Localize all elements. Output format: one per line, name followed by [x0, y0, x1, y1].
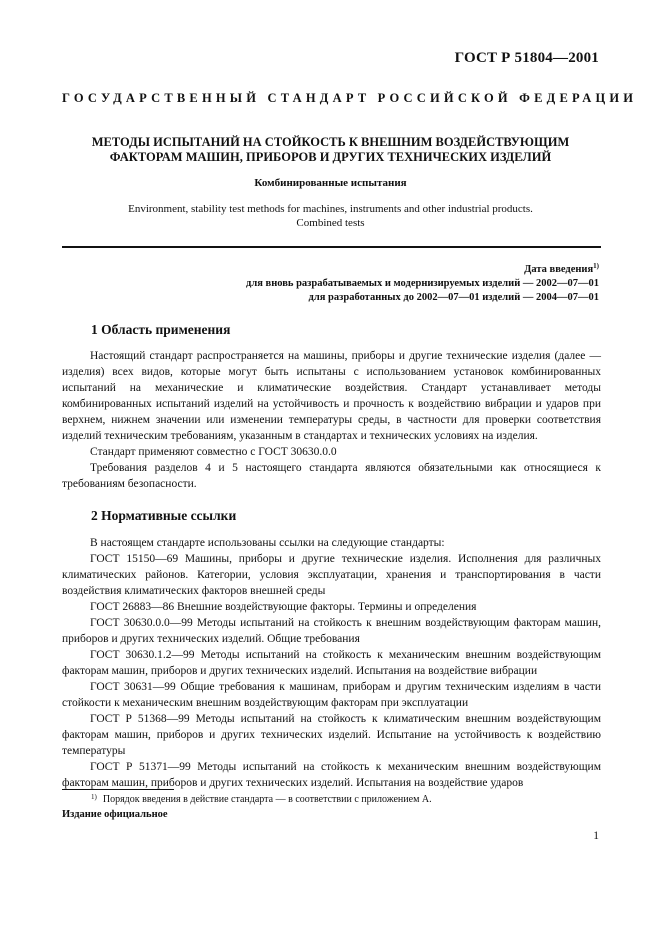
intro-label-text: Дата введения — [524, 264, 594, 275]
reference-item: ГОСТ 30630.1.2—99 Методы испытаний на стойкость к механическим внешним воздействующим факторам машин, приборов и других технических изделий. Испытания на воздействие вибрации — [62, 649, 601, 677]
reference-item: ГОСТ Р 51368—99 Методы испытаний на стойкость к климатическим внешним воздействующим факторам машин, приборов и других технических изделий. Испытание на устойчивость к воздействию температуры — [62, 713, 601, 757]
title-line: ФАКТОРАМ МАШИН, ПРИБОРОВ И ДРУГИХ ТЕХНИЧЕСКИХ ИЗДЕЛИЙ — [109, 150, 552, 164]
english-title-line: Combined tests — [296, 217, 365, 229]
state-standard-banner: ГОСУДАРСТВЕННЫЙ СТАНДАРТ РОССИЙСКОЙ ФЕДЕРАЦИИ — [62, 91, 638, 105]
reference-item: ГОСТ 26883—86 Внешние воздействующие факторы. Термины и определения — [90, 601, 477, 613]
intro-date-line: для разработанных до 2002—07—01 изделий — 2004—07—01 — [308, 292, 599, 303]
page-number: 1 — [593, 830, 599, 842]
document-title — [62, 135, 599, 165]
footnote-text: Порядок введения в действие стандарта — в соответствии с приложением А. — [102, 794, 432, 805]
footnote-mark: 1) — [593, 262, 599, 270]
title-line: МЕТОДЫ ИСПЫТАНИЙ НА СТОЙКОСТЬ К ВНЕШНИМ ВОЗДЕЙСТВУЮЩИМ — [91, 135, 570, 149]
paragraph: Стандарт применяют совместно с ГОСТ 30630.0.0 — [90, 446, 337, 458]
reference-item: ГОСТ Р 51371—99 Методы испытаний на стойкость к механическим внешним воздействующим факторам машин, приборов и других технических изделий. Испытания на воздействие ударов — [62, 761, 601, 789]
standard-code: ГОСТ Р 51804—2001 — [454, 50, 599, 66]
intro-date-label — [246, 259, 599, 277]
reference-item: ГОСТ 15150—69 Машины, приборы и другие технические изделия. Исполнения для различных климатических районов. Категории, условия эксплуатации, хранения и транспортирования в части воздействия климатических факторов внешней среды — [62, 553, 601, 597]
intro-date-line: для вновь разрабатываемых и модернизируемых изделий — 2002—07—01 — [246, 278, 599, 289]
section-heading: 2 Нормативные ссылки — [91, 508, 237, 523]
title-divider — [62, 246, 601, 248]
introduction-dates — [246, 259, 599, 305]
english-title-line: Environment, stability test methods for machines, instruments and other industrial products. — [128, 203, 533, 215]
paragraph: Настоящий стандарт распространяется на машины, приборы и другие технические изделия (далее — изделия) всех видов, которые могут быть испытаны с использованием установок комбинированных испытаний на механические и климатические воздействия. Стандарт устанавливает методы комбинированных испытаний изделий на устойчивость и прочность к воздействию вибрации и ударов при верхнем, нижнем значении или изменении температуры среды, в частности для проверки соответствия изделий техническим требованиям, указанным в стандартах и технических условиях на изделия. — [62, 350, 601, 442]
reference-item: ГОСТ 30630.0.0—99 Методы испытаний на стойкость к внешним воздействующим факторам машин, приборов и других технических изделий. Общие требования — [62, 617, 601, 645]
english-title — [62, 202, 599, 230]
paragraph: В настоящем стандарте использованы ссылки на следующие стандарты: — [90, 537, 445, 549]
footnote-divider — [62, 789, 174, 790]
section-body — [62, 535, 601, 791]
footnote-mark: 1) — [91, 793, 97, 801]
footnote — [91, 793, 432, 805]
section-body — [62, 348, 601, 492]
edition-label: Издание официальное — [62, 809, 168, 820]
section-heading: 1 Область применения — [91, 322, 231, 337]
document-subtitle: Комбинированные испытания — [254, 177, 407, 189]
paragraph: Требования разделов 4 и 5 настоящего стандарта являются обязательными как относящиеся к требованиям безопасности. — [62, 462, 601, 490]
reference-item: ГОСТ 30631—99 Общие требования к машинам, приборам и другим техническим изделиям в части стойкости к механическим внешним воздействующим факторам при эксплуатации — [62, 681, 601, 709]
